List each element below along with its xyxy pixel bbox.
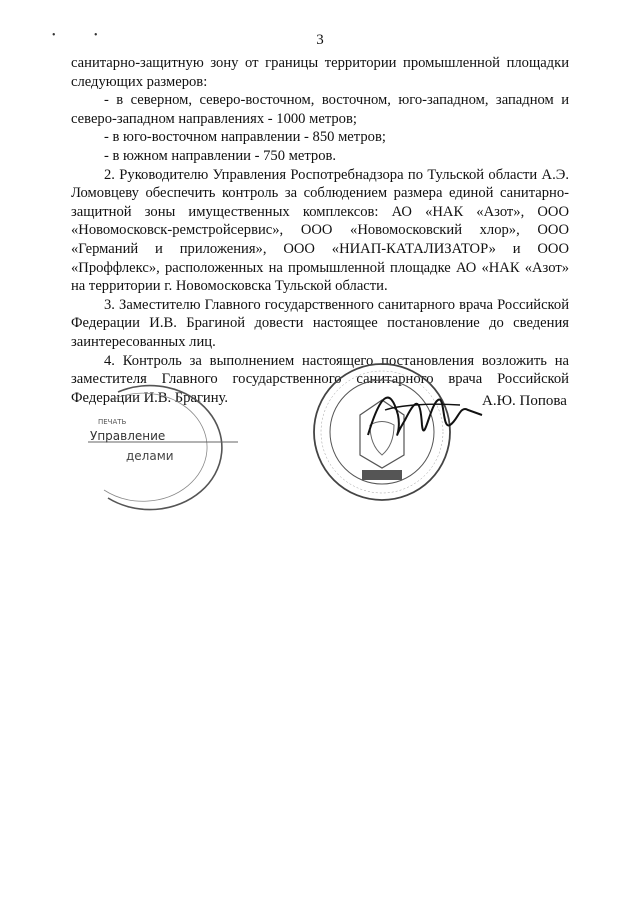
- paragraph-2: - в северном, северо-восточном, восточном, юго-западном, западном и северо-западном направлениях - 1000 метров;: [71, 92, 569, 127]
- paragraph-5: 2. Руководителю Управления Роспотребнадзора по Тульской области А.Э. Ломовцеву обеспечить контроль за соблюдением размера единой санитарно-защитной зоны имущественных комплексов: АО «НАК «Азот», ООО «Новомосковск-ремстройсервис», ООО «Новомосковский хлор», ООО «Германий и приложения», ООО «НИАП-КАТАЛИЗАТОР» и ООО «Проффлекс», расположенных на промышленной площадке АО «НАК «Азот» на территории г. Новомосковска Тульской области.: [71, 166, 569, 295]
- page-number: 3: [316, 32, 324, 48]
- paragraph-3: - в юго-восточном направлении - 850 метров;: [104, 129, 386, 146]
- signatory-name: А.Ю. Попова: [482, 393, 567, 409]
- paragraph-4: - в южном направлении - 750 метров.: [104, 147, 337, 164]
- stamp-sublabel: делами: [126, 449, 174, 463]
- stamp-top: ПЕЧАТЬ: [98, 418, 127, 426]
- paragraph-7: 4. Контроль за выполнением настоящего постановления возложить на заместителя Главного государственного санитарного врача Российской Федерации И.В. Брагину.: [71, 352, 569, 406]
- paragraph-6: 3. Заместителю Главного государственного санитарного врача Российской Федерации И.В. Брагиной довести настоящее постановление до сведения заинтересованных лиц.: [71, 296, 569, 350]
- left-stamp-icon: [78, 380, 248, 515]
- scan-marks: • •: [52, 30, 116, 41]
- signature-icon: [360, 375, 485, 455]
- stamp-label: Управление: [90, 429, 166, 443]
- paragraph-1: санитарно-защитную зону от границы территории промышленной площадки следующих размеров:: [71, 55, 569, 90]
- document-body: [71, 54, 569, 407]
